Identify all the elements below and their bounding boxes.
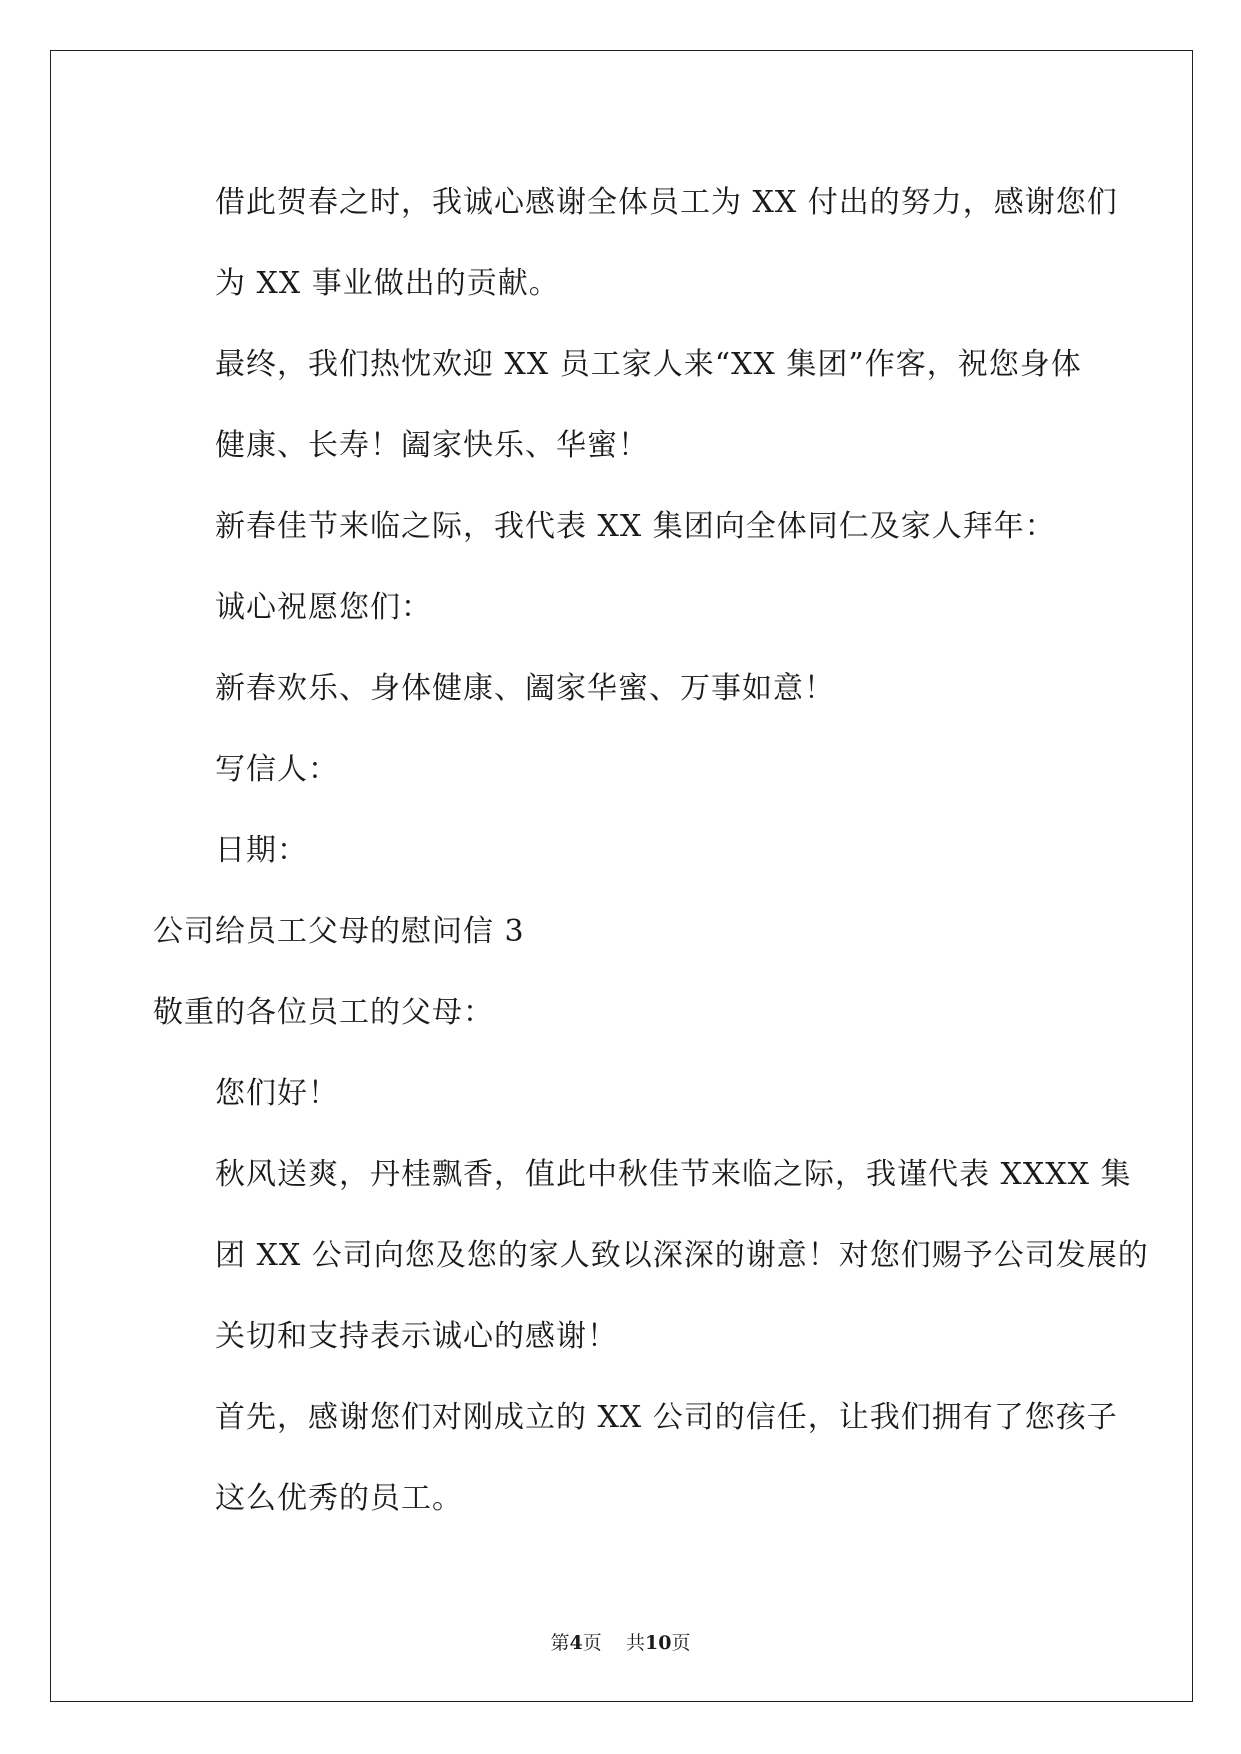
paragraph [153,1134,1149,1377]
text-line: 公司给员工父母的慰问信 3 [153,914,525,949]
footer-total-suffix: 页 [671,1632,691,1654]
paragraph [153,648,1093,729]
text-line: 诚心祝愿您们： [215,590,432,625]
footer-page-suffix: 页 [582,1632,602,1654]
document-body [153,162,1149,1539]
paragraph [153,1377,1118,1539]
text-line: 关切和支持表示诚心的感谢！ [215,1319,618,1354]
text-line: 敬重的各位员工的父母： [153,995,494,1030]
text-line: 团 XX 公司向您及您的家人致以深深的谢意！对您们赐予公司发展的 [215,1238,1149,1273]
text-line: 写信人： [215,752,339,787]
text-line: 借此贺春之时，我诚心感谢全体员工为 XX 付出的努力，感谢您们 [215,185,1118,220]
footer-page-number: 4 [569,1632,583,1654]
paragraph [153,162,1118,324]
paragraph [153,972,1093,1053]
paragraph [153,729,1093,810]
footer-total-pages: 10 [644,1632,672,1654]
text-line: 首先，感谢您们对刚成立的 XX 公司的信任，让我们拥有了您孩子 [215,1400,1118,1435]
text-line: 健康、长寿！阖家快乐、华蜜！ [215,428,649,463]
text-line: 新春欢乐、身体健康、阖家华蜜、万事如意！ [215,671,835,706]
text-line: 秋风送爽，丹桂飘香，值此中秋佳节来临之际，我谨代表 XXXX 集 [215,1157,1132,1192]
page-footer [0,1630,1241,1656]
footer-prefix: 第 [550,1632,570,1654]
text-line: 为 XX 事业做出的贡献。 [215,266,560,301]
text-line: 最终，我们热忱欢迎 XX 员工家人来“XX 集团”作客，祝您身体 [215,347,1082,382]
footer-total-prefix: 共 [625,1632,645,1654]
paragraph [153,567,1093,648]
paragraph [153,810,1093,891]
text-line: 这么优秀的员工。 [215,1481,463,1516]
text-line: 您们好！ [215,1076,339,1111]
paragraph [153,324,1093,486]
paragraph [153,1053,1093,1134]
paragraph [153,891,1093,972]
text-line: 日期： [215,833,308,868]
paragraph [153,486,1093,567]
text-line: 新春佳节来临之际，我代表 XX 集团向全体同仁及家人拜年： [215,509,1056,544]
